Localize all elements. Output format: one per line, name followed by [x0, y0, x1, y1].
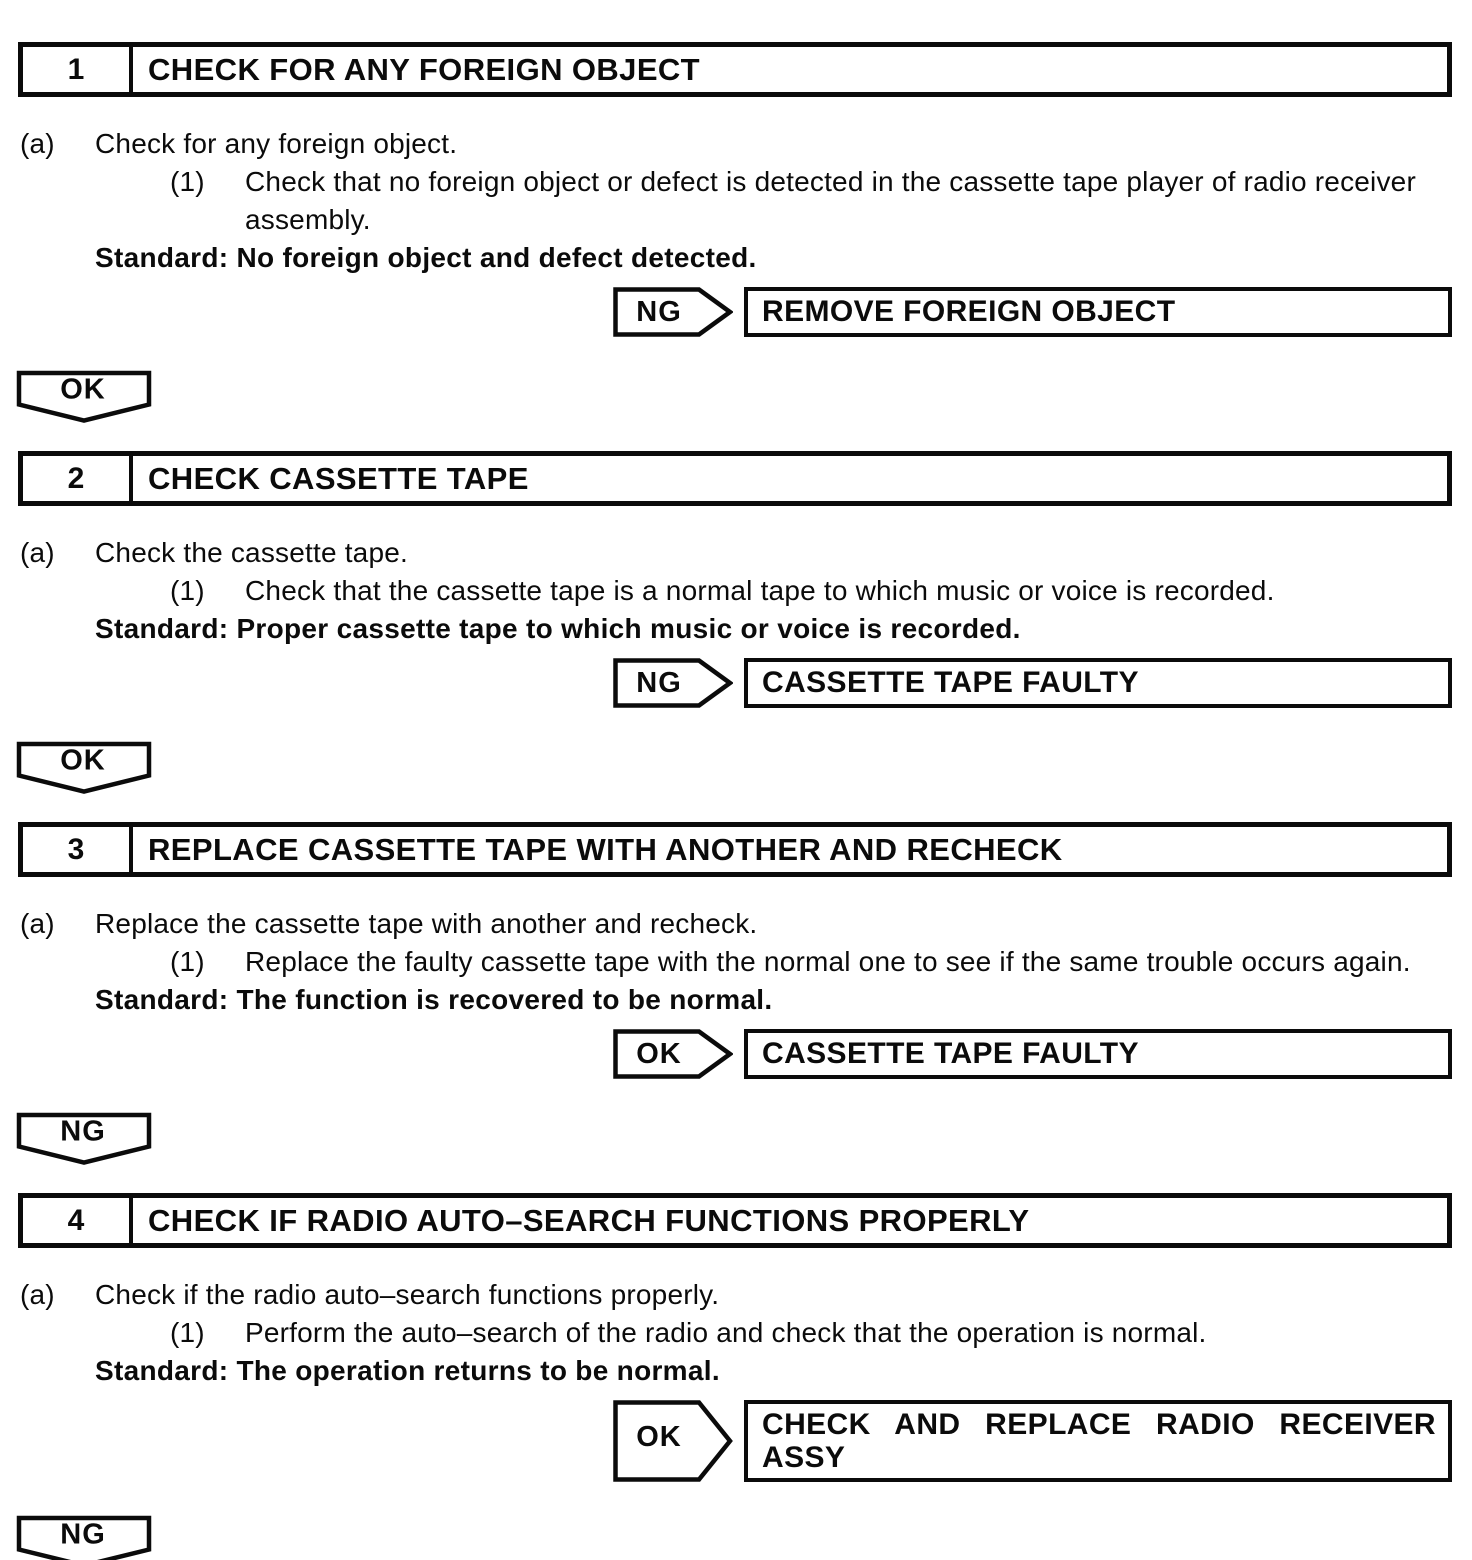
substep-text: Perform the auto–search of the radio and check that the operation is normal. — [245, 1317, 1207, 1348]
branch-condition-arrow — [613, 1029, 733, 1079]
branch-condition-arrow — [613, 658, 733, 708]
item-text: Check the cassette tape. — [95, 537, 408, 568]
procedure-item — [20, 534, 1456, 572]
flow-continue-label: NG — [60, 1518, 106, 1551]
step-number: 2 — [23, 456, 133, 501]
flow-continue-badge — [16, 1515, 152, 1560]
flow-continue-badge — [16, 370, 152, 424]
procedure-substep — [170, 1314, 1456, 1352]
flow-continue-label: OK — [60, 744, 106, 777]
substep-text: Check that no foreign object or defect is detected in the cassette tape player of radio receiver assembly. — [245, 166, 1416, 235]
flow-continue-label: NG — [60, 1115, 106, 1148]
branch-row — [613, 1029, 1452, 1079]
branch-action-box — [744, 1029, 1452, 1079]
branch-action-box — [744, 658, 1452, 708]
flow-continue-badge — [16, 741, 152, 795]
branch-condition-label: OK — [636, 1038, 682, 1070]
branch-condition-label: NG — [636, 667, 682, 699]
branch-row — [613, 287, 1452, 337]
step-header — [18, 42, 1452, 97]
step-number: 1 — [23, 47, 133, 92]
item-text: Replace the cassette tape with another and recheck. — [95, 908, 758, 939]
step-section-4 — [0, 1193, 1472, 1560]
step-number: 4 — [23, 1198, 133, 1243]
step-section-1 — [0, 42, 1472, 424]
branch-condition-label: OK — [636, 1421, 682, 1453]
branch-action-text: CASSETTE TAPE FAULTY — [762, 666, 1139, 699]
item-text: Check for any foreign object. — [95, 128, 458, 159]
substep-marker: (1) — [170, 575, 205, 606]
step-section-2 — [0, 451, 1472, 795]
procedure-body — [20, 534, 1456, 648]
substep-text: Check that the cassette tape is a normal tape to which music or voice is recorded. — [245, 575, 1275, 606]
item-marker: (a) — [20, 908, 55, 939]
step-section-3 — [0, 822, 1472, 1166]
standard-line: Standard: The operation returns to be normal. — [95, 1355, 720, 1386]
procedure-item — [20, 905, 1456, 943]
branch-condition-arrow — [613, 1400, 733, 1482]
item-text: Check if the radio auto–search functions properly. — [95, 1279, 720, 1310]
procedure-substep — [170, 572, 1456, 610]
flow-continue-label: OK — [60, 373, 106, 406]
item-marker: (a) — [20, 1279, 55, 1310]
substep-marker: (1) — [170, 1317, 205, 1348]
step-header — [18, 1193, 1452, 1248]
procedure-body — [20, 1276, 1456, 1390]
step-title: CHECK FOR ANY FOREIGN OBJECT — [148, 51, 701, 87]
procedure-substep — [170, 163, 1456, 239]
branch-action-text: CHECK AND REPLACE RADIO RECEIVER ASSY — [762, 1408, 1436, 1474]
standard-line: Standard: No foreign object and defect detected. — [95, 242, 757, 273]
step-header — [18, 822, 1452, 877]
step-number: 3 — [23, 827, 133, 872]
substep-text: Replace the faulty cassette tape with the normal one to see if the same trouble occurs again. — [245, 946, 1411, 977]
procedure-body — [20, 905, 1456, 1019]
item-marker: (a) — [20, 128, 55, 159]
step-title: CHECK IF RADIO AUTO–SEARCH FUNCTIONS PROPERLY — [148, 1202, 1030, 1238]
standard-line: Standard: Proper cassette tape to which music or voice is recorded. — [95, 613, 1021, 644]
step-header — [18, 451, 1452, 506]
branch-action-box — [744, 1400, 1452, 1482]
branch-row — [613, 658, 1452, 708]
standard-line: Standard: The function is recovered to be normal. — [95, 984, 773, 1015]
procedure-body — [20, 125, 1456, 277]
procedure-substep — [170, 943, 1456, 981]
item-marker: (a) — [20, 537, 55, 568]
procedure-item — [20, 125, 1456, 163]
step-title: REPLACE CASSETTE TAPE WITH ANOTHER AND RECHECK — [148, 831, 1063, 867]
branch-row — [613, 1400, 1452, 1482]
branch-action-text: CASSETTE TAPE FAULTY — [762, 1037, 1139, 1070]
branch-action-box — [744, 287, 1452, 337]
procedure-item — [20, 1276, 1456, 1314]
step-title: CHECK CASSETTE TAPE — [148, 460, 529, 496]
branch-condition-arrow — [613, 287, 733, 337]
flow-continue-badge — [16, 1112, 152, 1166]
branch-action-text: REMOVE FOREIGN OBJECT — [762, 295, 1176, 328]
substep-marker: (1) — [170, 946, 205, 977]
branch-condition-label: NG — [636, 296, 682, 328]
substep-marker: (1) — [170, 166, 205, 197]
